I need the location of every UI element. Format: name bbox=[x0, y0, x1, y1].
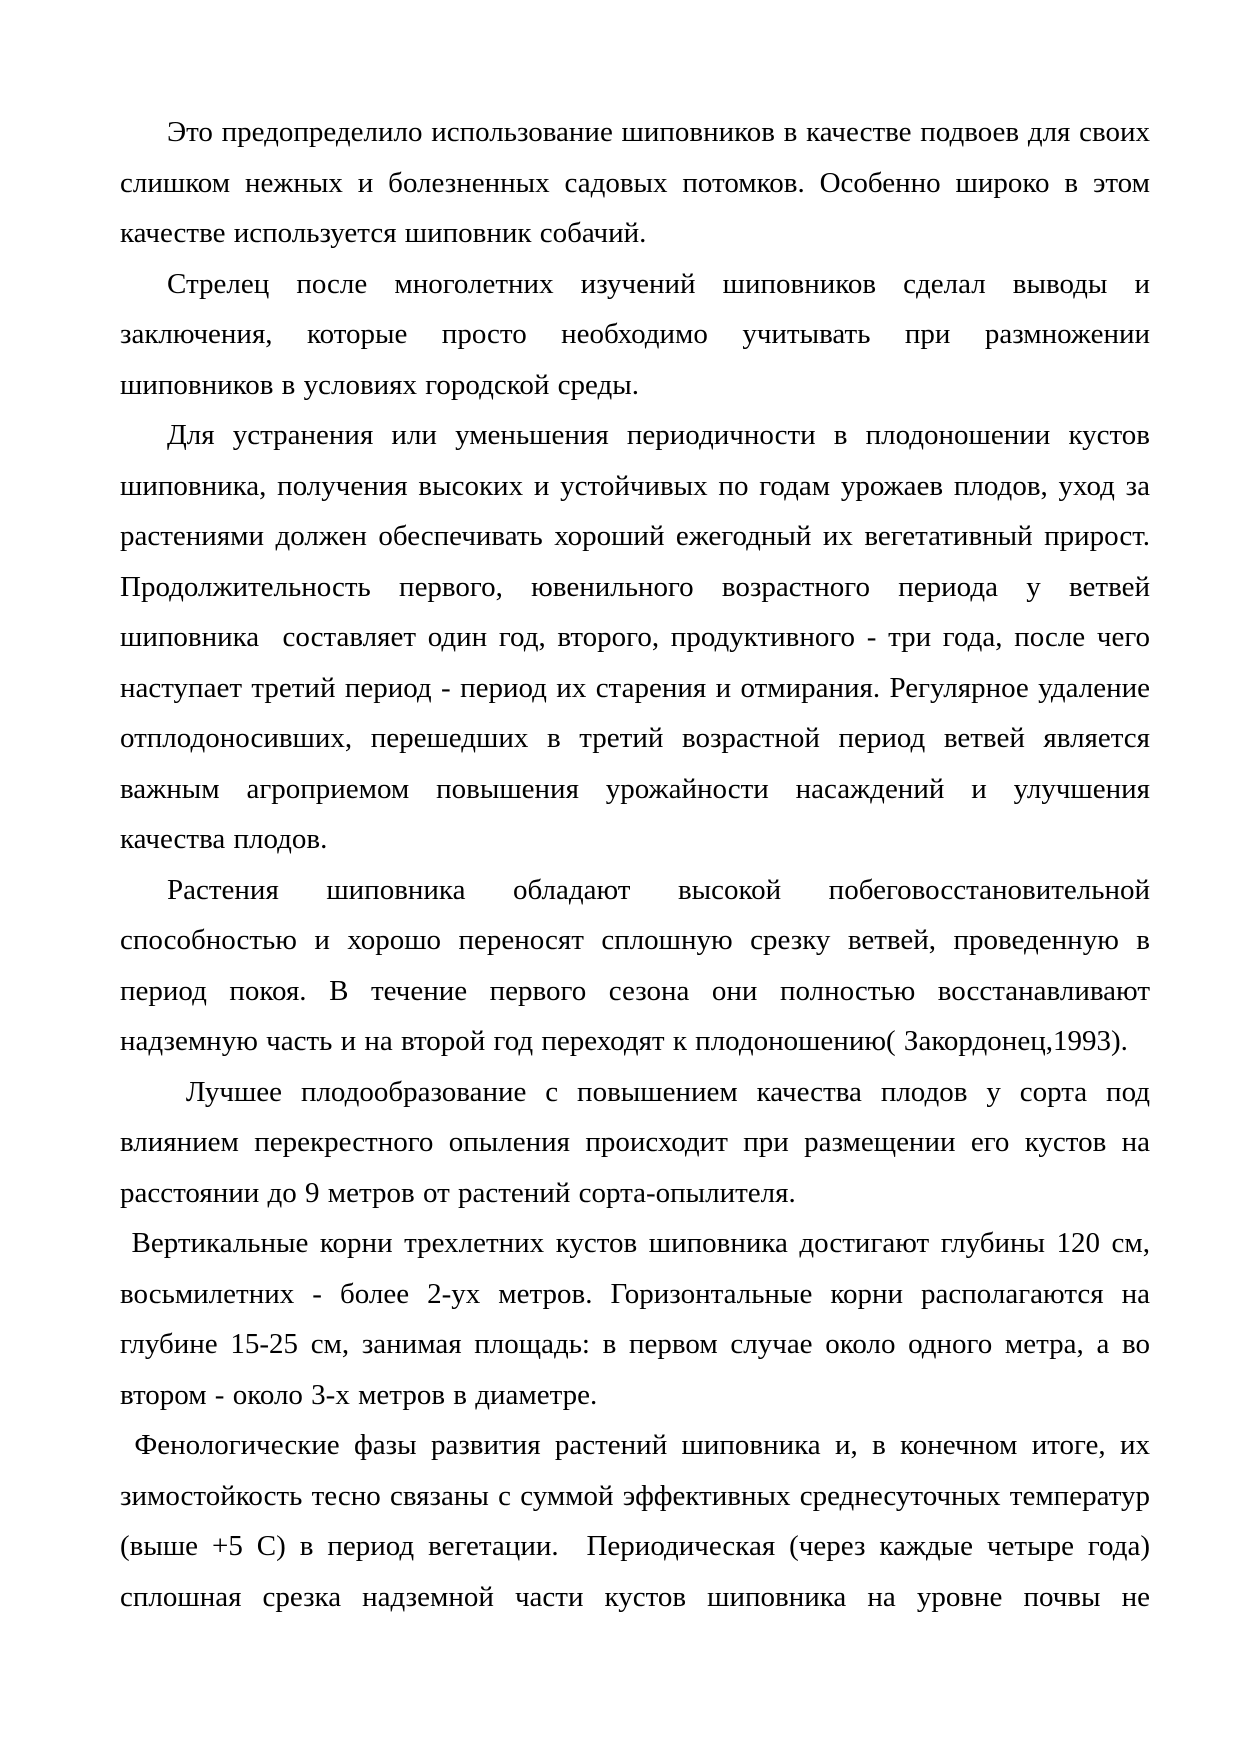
paragraph-4: Растения шиповника обладают высокой побеговосстановительной способностью и хорошо переносят сплошную срезку ветвей, проведенную в период покоя. В течение первого сезона они полностью восстанавливают надземную часть и на второй год переходят к плодоношению( Закордонец,1993). bbox=[120, 873, 1159, 1057]
paragraph-3: Для устранения или уменьшения периодичности в плодоношении кустов шиповника, получения высоких и устойчивых по годам урожаев плодов, уход за растениями должен обеспечивать хороший ежегодный их вегетативный прирост. Продолжительность первого, ювенильного возрастного периода у ветвей шиповника составляет один год, второго, продуктивного - три года, после чего наступает третий период - период их старения и отмирания. Регулярное удаление отплодоносивших, перешедших в третий возрастной период ветвей является важным агроприемом повышения урожайности насаждений и улучшения качества плодов. bbox=[120, 419, 1159, 855]
paragraph-7: Фенологические фазы развития растений шиповника и, в конечном итоге, их зимостойкость тесно связаны с суммой эффективных среднесуточных температур (выше +5 С) в период вегетации. Периодическая (через каждые четыре года) сплошная срезка надземной части кустов шиповника на уровне почвы не bbox=[120, 1429, 1159, 1613]
paragraph-5: Лучшее плодообразование с повышением качества плодов у сорта под влиянием перекрестного опыления происходит при размещении его кустов на расстоянии до 9 метров от растений сорта-опылителя. bbox=[120, 1075, 1159, 1209]
paragraph-2: Стрелец после многолетних изучений шиповников сделал выводы и заключения, которые просто необходимо учитывать при размножении шиповников в условиях городской среды. bbox=[120, 267, 1159, 401]
paragraph-1: Это предопределило использование шиповников в качестве подвоев для своих слишком нежных и болезненных садовых потомков. Особенно широко в этом качестве используется шиповник собачий. bbox=[120, 116, 1159, 249]
paragraph-6: Вертикальные корни трехлетних кустов шиповника достигают глубины 120 см, восьмилетних - более 2-ух метров. Горизонтальные корни располагаются на глубине 15-25 см, занимая площадь: в первом случае около одного метра, а во втором - около 3-х метров в диаметре. bbox=[120, 1227, 1159, 1411]
